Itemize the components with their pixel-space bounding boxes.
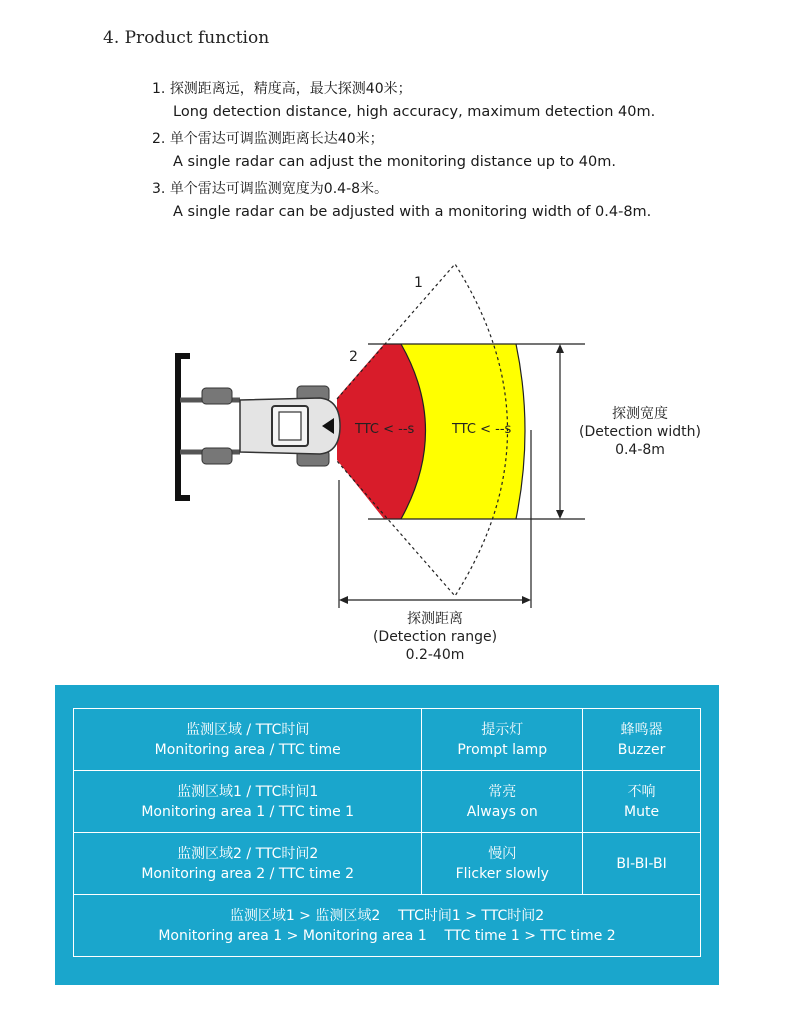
table-header-row: [74, 709, 701, 771]
range-label-value: 0.2-40m: [405, 647, 465, 663]
header-area: 监测区域 / TTC时间 Monitoring area / TTC time: [74, 709, 422, 771]
width-label-value: 0.4-8m: [615, 442, 665, 458]
width-label-en: (Detection width): [579, 424, 701, 440]
row-buzzer: BI-BI-BI: [583, 833, 701, 895]
feature-number: 2.: [152, 131, 166, 147]
feature-item: [152, 178, 772, 224]
zone1-number: 1: [414, 275, 423, 291]
feature-text-zh: 单个雷达可调监测宽度为0.4-8米。: [169, 181, 389, 197]
footer-note: 监测区域1 > 监测区域2 TTC时间1 > TTC时间2 Monitoring area 1 > Monitoring area 1 TTC time 1 > TTC time 2: [74, 895, 701, 957]
table-footer-row: [74, 895, 701, 957]
feature-text-en: A single radar can adjust the monitoring distance up to 40m.: [173, 154, 616, 170]
width-arrow-bottom: [556, 510, 564, 519]
function-table: [73, 708, 701, 957]
width-arrow-top: [556, 344, 564, 353]
range-label-zh: 探测距离: [407, 611, 463, 627]
header-lamp: 提示灯 Prompt lamp: [422, 709, 583, 771]
row-lamp: 慢闪 Flicker slowly: [422, 833, 583, 895]
feature-number: 1.: [152, 81, 166, 97]
row-area: 监测区域1 / TTC时间1 Monitoring area 1 / TTC time 1: [74, 771, 422, 833]
range-arrow-right: [522, 596, 531, 604]
feature-text-en: Long detection distance, high accuracy, maximum detection 40m.: [173, 104, 656, 120]
range-arrow-left: [339, 596, 348, 604]
feature-list: [152, 78, 772, 228]
header-buzzer: 蜂鸣器 Buzzer: [583, 709, 701, 771]
section-title: 4. Product function: [103, 28, 270, 48]
zone1-ttc-label: TTC < --s: [452, 422, 512, 437]
range-label-en: (Detection range): [372, 629, 498, 645]
table-row: [74, 833, 701, 895]
vehicle-icon: [178, 356, 340, 498]
feature-text-en: A single radar can be adjusted with a monitoring width of 0.4-8m.: [173, 204, 652, 220]
feature-text-zh: 探测距离远，精度高，最大探测40米；: [169, 81, 412, 97]
feature-item: [152, 128, 772, 174]
detection-diagram: [0, 250, 800, 670]
feature-item: [152, 78, 772, 124]
feature-text-zh: 单个雷达可调监测距离长达40米；: [169, 131, 384, 147]
zone2-number: 2: [349, 349, 358, 365]
row-area: 监测区域2 / TTC时间2 Monitoring area 2 / TTC time 2: [74, 833, 422, 895]
row-lamp: 常亮 Always on: [422, 771, 583, 833]
row-buzzer: 不响 Mute: [583, 771, 701, 833]
table-row: [74, 771, 701, 833]
function-table-panel: [55, 685, 719, 985]
width-label-zh: 探测宽度: [612, 406, 668, 422]
feature-number: 3.: [152, 181, 166, 197]
zone2-ttc-label: TTC < --s: [355, 422, 415, 437]
